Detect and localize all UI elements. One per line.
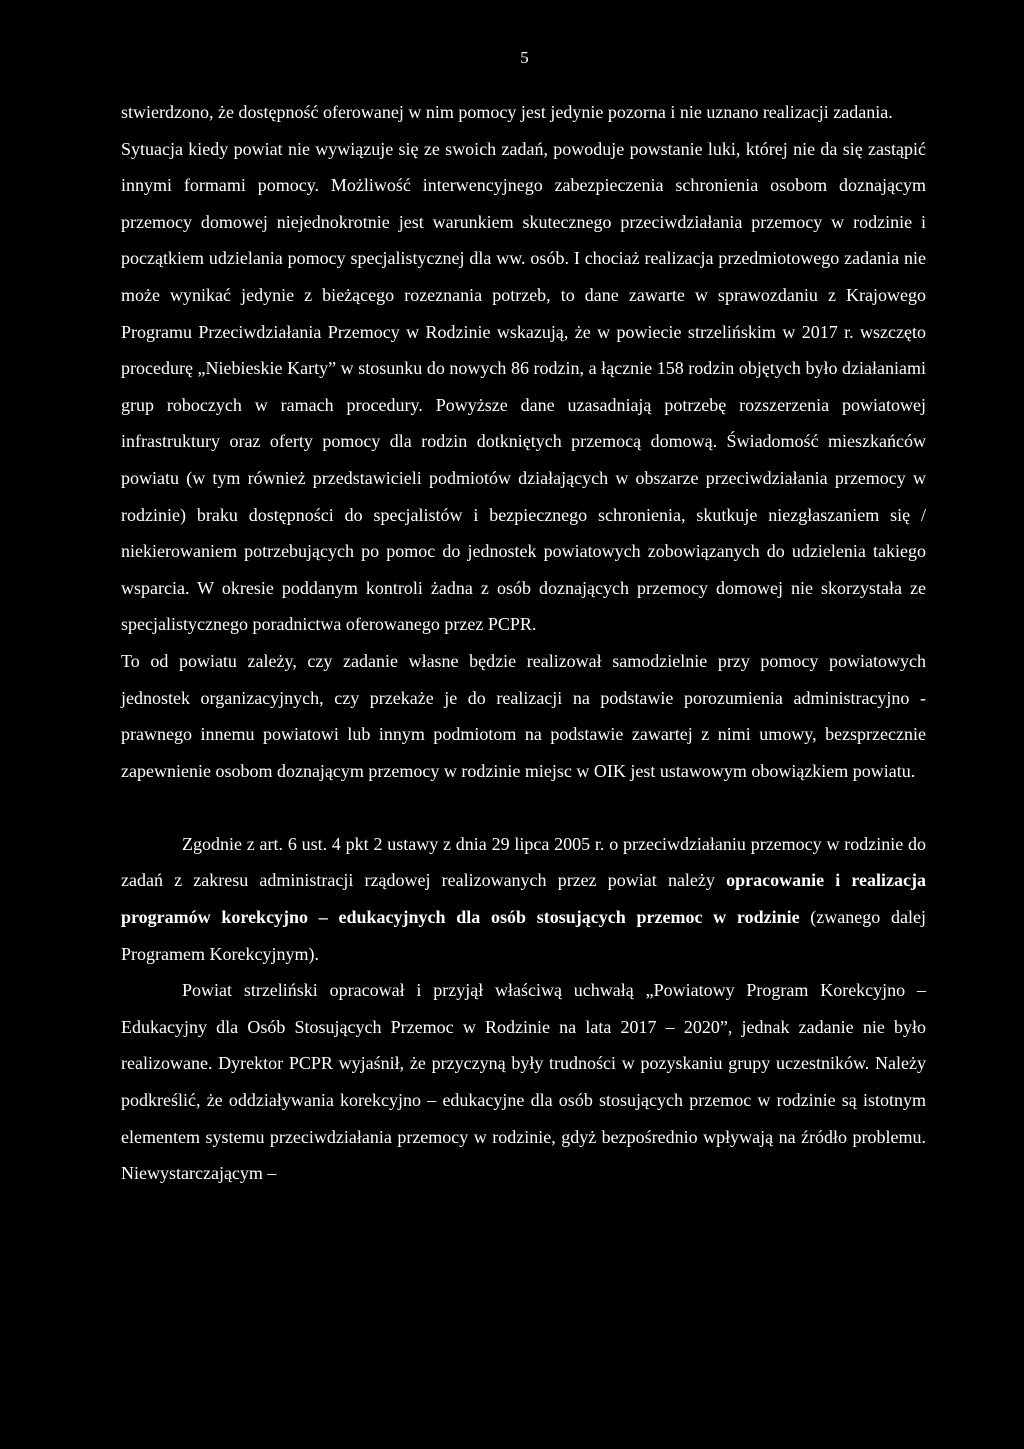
paragraph-1: stwierdzono, że dostępność oferowanej w nim pomocy jest jedynie pozorna i nie uznano realizacji zadania. bbox=[121, 102, 893, 122]
paragraph-4-start: Zgodnie z art. 6 ust. 4 pkt 2 ustawy z dnia 29 lipca 2005 r. o przeciwdziałaniu przemocy w rodzinie do zadań z zakresu administracji rządowej realizowanych przez powiat należy bbox=[121, 833, 926, 891]
paragraph-4-bold: opracowanie i realizacja programów korekcyjno – edukacyjnych dla osób stosujących przemoc w rodzinie bbox=[121, 870, 926, 928]
page-number: 5 bbox=[520, 48, 529, 67]
paragraph-4-end: (zwanego dalej Programem Korekcyjnym). bbox=[121, 907, 926, 964]
paragraph-4 bbox=[121, 826, 926, 972]
document-body bbox=[121, 94, 926, 1192]
paragraph-3: To od powiatu zależy, czy zadanie własne będzie realizował samodzielnie przy pomocy powiatowych jednostek organizacyjnych, czy przekaże je do realizacji na podstawie porozumienia administracyjno - prawnego innemu powiatowi lub innym podmiotom na podstawie zawartej z nimi umowy, bezsprzecznie zapewnienie osobom doznającym przemocy w rodzinie miejsc w OIK jest ustawowym obowiązkiem powiatu. bbox=[121, 650, 926, 781]
paragraph-2: Sytuacja kiedy powiat nie wywiązuje się ze swoich zadań, powoduje powstanie luki, której nie da się zastąpić innymi formami pomocy. Możliwość interwencyjnego zabezpieczenia schronienia osobom doznającym przemocy domowej niejednokrotnie jest warunkiem skutecznego przeciwdziałania przemocy w rodzinie i początkiem udzielania pomocy specjalistycznej dla ww. osób. I chociaż realizacja przedmiotowego zadania nie może wynikać jedynie z bieżącego rozeznania potrzeb, to dane zawarte w sprawozdaniu z Krajowego Programu Przeciwdziałania Przemocy w Rodzinie wskazują, że w powiecie strzelińskim w 2017 r. wszczęto procedurę „Niebieskie Karty” w stosunku do nowych 86 rodzin, a łącznie 158 rodzin objętych było działaniami grup roboczych w ramach procedury. Powyższe dane uzasadniają potrzebę rozszerzenia powiatowej infrastruktury oraz oferty pomocy dla rodzin dotkniętych przemocą domową. Świadomość mieszkańców powiatu (w tym również przedstawicieli podmiotów działających w obszarze przeciwdziałania przemocy w rodzinie) braku dostępności do specjalistów i bezpiecznego schronienia, skutkuje niezgłaszaniem się / niekierowaniem potrzebujących po pomoc do jednostek powiatowych zobowiązanych do udzielenia takiego wsparcia. W okresie poddanym kontroli żadna z osób doznających przemocy domowej nie skorzystała ze specjalistycznego poradnictwa oferowanego przez PCPR. bbox=[121, 138, 926, 635]
paragraph-5: Powiat strzeliński opracował i przyjął właściwą uchwałą „Powiatowy Program Korekcyjno – Edukacyjny dla Osób Stosujących Przemoc w Rodzinie na lata 2017 – 2020”, jednak zadanie nie było realizowane. Dyrektor PCPR wyjaśnił, że przyczyną były trudności w pozyskaniu grupy uczestników. Należy podkreślić, że oddziaływania korekcyjno – edukacyjne dla osób stosujących przemoc w rodzinie są istotnym elementem systemu przeciwdziałania przemocy w rodzinie, gdyż bezpośrednio wpływają na źródło problemu. Niewystarczającym – bbox=[121, 980, 926, 1184]
